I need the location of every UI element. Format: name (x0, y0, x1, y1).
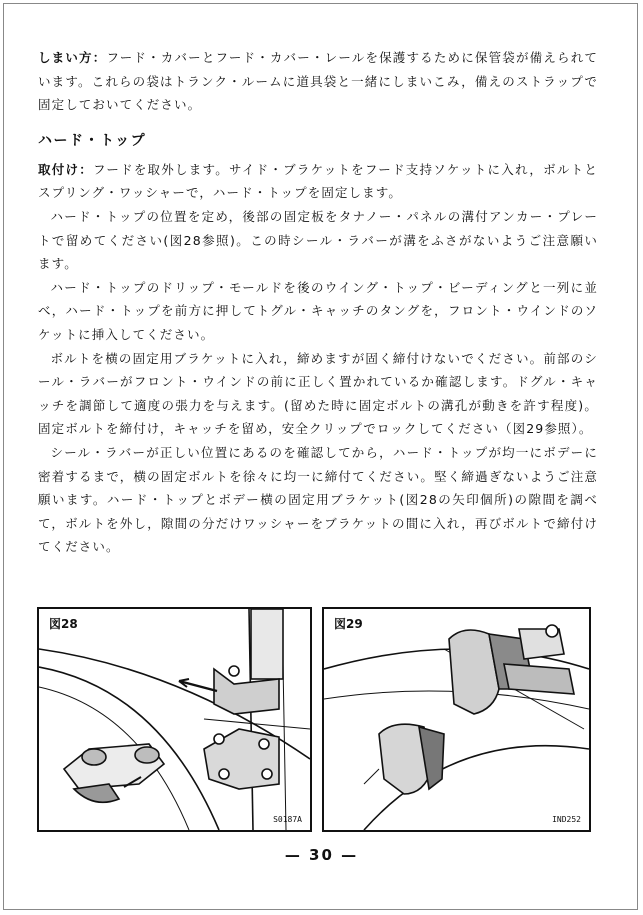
figure-28-illustration (39, 609, 310, 830)
figure-28-code: S0187A (273, 815, 302, 824)
body-text (38, 46, 598, 559)
page-number: — 30 — (284, 846, 359, 864)
figure-29-illustration (324, 609, 589, 830)
paragraph-seal-rubber: シール・ラバーが正しい位置にあるのを確認してから，ハード・トップが均一にボデーに密着するまで，横の固定ボルトを徐々に均一に締付てください。堅く締過ぎないようご注意願います。ハード・トップとボデー横の固定用ブラケット(図28の矢印個所)の隙間を調べて，ボルトを外し，隙間の分だけワッシャーをブラケットの間に入れ，再びボルトで締付けてください。 (38, 444, 598, 555)
paragraph-drip-mould: ハード・トップのドリップ・モールドを後のウイング・トップ・ビーディングと一列に並べ，ハード・トップを前方に押してトグル・キャッチのタングを，フロント・ウインドのソケットに挿入してください。 (38, 279, 598, 342)
storage-text: フード・カバーとフード・カバー・レールを保護するために保管袋が備えられています。これらの袋はトランク・ルームに道具袋と一緒にしまいこみ，備えのストラップで固定しておいてください。 (38, 50, 598, 113)
paragraph-installation (38, 158, 598, 205)
figure-29 (322, 607, 591, 832)
figure-29-label: 図29 (334, 617, 363, 631)
section-heading-hard-top: ハード・トップ (38, 132, 147, 149)
paragraph-positioning: ハード・トップの位置を定め，後部の固定板をタナノー・パネルの溝付アンカー・プレートで留めてください(図28参照)。この時シール・ラバーが溝をふさがないようご注意願います。 (38, 208, 598, 272)
figure-28 (37, 607, 312, 832)
paragraph-storage (38, 46, 598, 117)
storage-label: しまい方： (38, 50, 107, 65)
installation-text: フードを取外します。サイド・ブラケットをフード支持ソケットに入れ，ボルトとスプリング・ワッシャーで，ハード・トップを固定します。 (38, 161, 598, 201)
figure-29-code: IND252 (552, 815, 581, 824)
figure-28-label: 図28 (49, 617, 78, 631)
paragraph-bolts: ボルトを横の固定用ブラケットに入れ，締めますが固く締付けないでください。前部のシール・ラバーがフロント・ウインドの前に正しく置かれているか確認します。ドグル・キャッチを調節して適度の張力を与えます。(留めた時に固定ボルトの溝孔が動きを許す程度)。固定ボルトを締付け，キャッチを留め，安全クリップでロックしてください（図29参照）。 (38, 350, 598, 437)
installation-label: 取付け： (38, 161, 93, 177)
